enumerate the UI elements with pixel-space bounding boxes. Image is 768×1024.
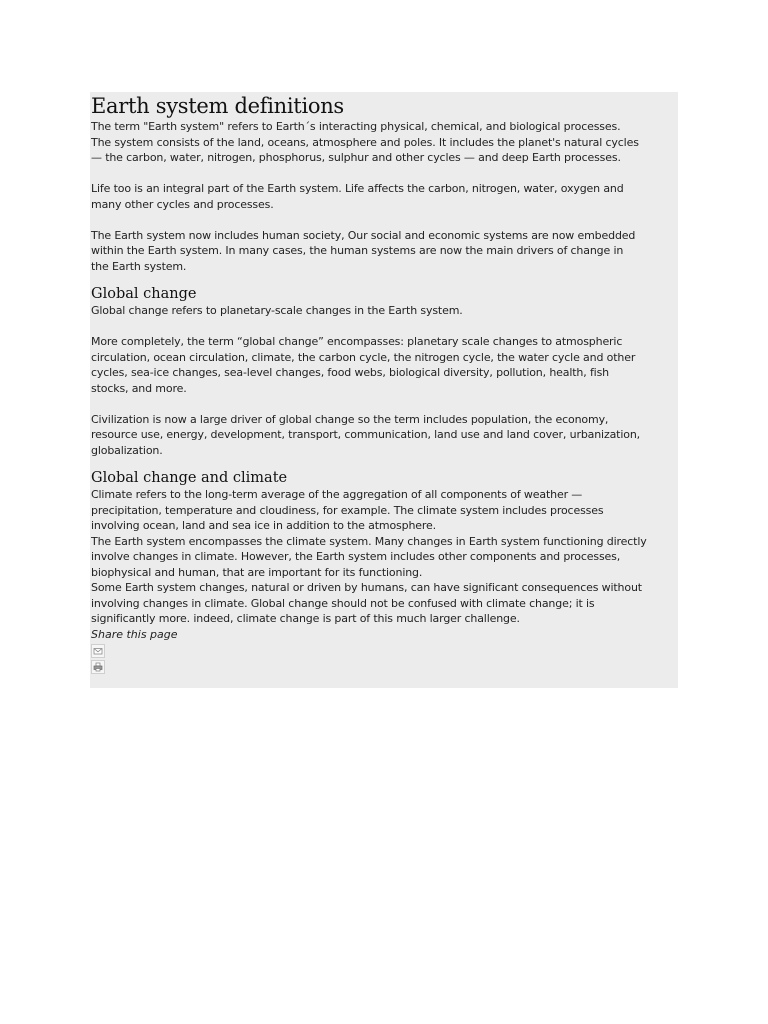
global-change-paragraph-1: Global change refers to planetary-scale changes in the Earth system.	[91, 304, 463, 317]
section-heading-global-change-climate: Global change and climate	[91, 470, 288, 486]
article-panel	[90, 92, 678, 688]
global-change-paragraph-3: Civilization is now a large driver of global change so the term includes population, the economy, resource use, energy, development, transport, communication, land use and land cover, urbanization, globalization.	[91, 412, 640, 457]
global-change-paragraph-2: More completely, the term “global change” encompasses: planetary scale changes to atmospheric circulation, ocean circulation, climate, the carbon cycle, the nitrogen cycle, the water cycle and other cycles, sea-ice changes, sea-level changes, food webs, biological diversity, pollution, health, fish stocks, and more.	[91, 335, 636, 395]
climate-paragraph-2: The Earth system encompasses the climate system. Many changes in Earth system functioning directly involve changes in climate. However, the Earth system includes other components and processes, biophysical and human, that are important for its functioning.	[91, 534, 647, 579]
intro-paragraph-3: The Earth system now includes human society, Our social and economic systems are now embedded within the Earth system. In many cases, the human systems are now the main drivers of change in the Earth system.	[91, 228, 636, 273]
climate-paragraph-1: Climate refers to the long-term average of the aggregation of all components of weather — precipitation, temperature and cloudiness, for example. The climate system includes processes involving ocean, land and sea ice in addition to the atmosphere.	[91, 488, 604, 532]
email-icon[interactable]	[91, 644, 105, 658]
page-title: Earth system definitions	[91, 94, 344, 118]
climate-paragraph-3: Some Earth system changes, natural or driven by humans, can have significant consequences without involving changes in climate. Global change should not be confused with climate change; it is significantly more. indeed, climate change is part of this much larger challenge.	[91, 581, 642, 625]
print-icon[interactable]	[91, 660, 105, 674]
intro-paragraph-2: Life too is an integral part of the Earth system. Life affects the carbon, nitrogen, water, oxygen and many other cycles and processes.	[91, 182, 624, 211]
share-label: Share this page	[91, 627, 178, 641]
intro-paragraph-1: The term "Earth system" refers to Earth´s interacting physical, chemical, and biological processes. The system consists of the land, oceans, atmosphere and poles. It includes the planet's natural cycles — the carbon, water, nitrogen, phosphorus, sulphur and other cycles — and deep Earth processes.	[91, 120, 639, 164]
section-heading-global-change: Global change	[91, 286, 197, 302]
